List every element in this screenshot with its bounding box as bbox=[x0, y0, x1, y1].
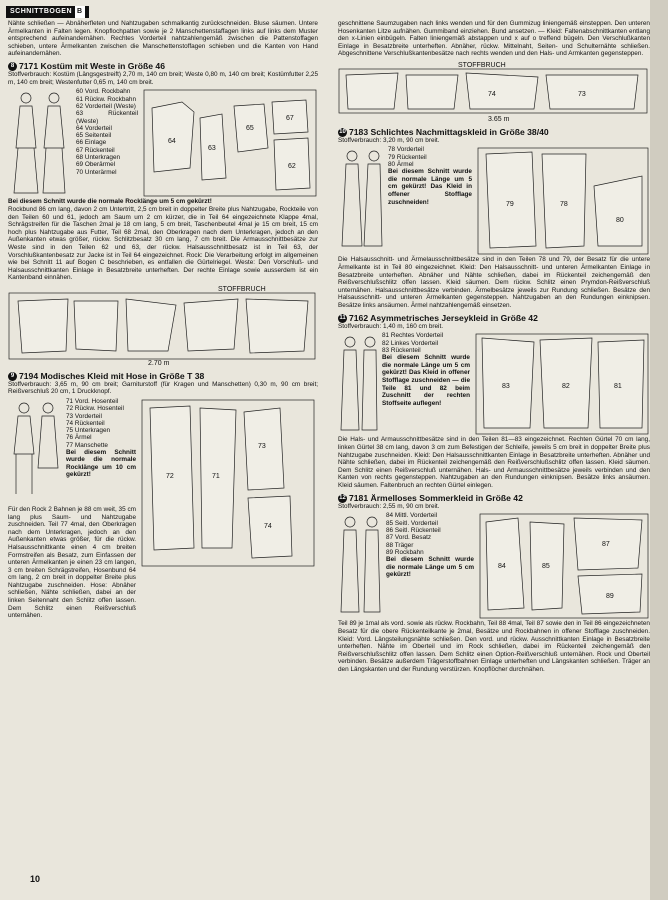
fashion-illustration bbox=[8, 398, 62, 498]
svg-text:83: 83 bbox=[502, 383, 510, 391]
fold-label: STOFFBRUCH bbox=[218, 285, 266, 293]
section-10 bbox=[338, 127, 650, 310]
consumption-text: Stoffverbrauch: 3,65 m, 90 cm breit; Garniturstoff (für Kragen und Manschetten) 0,30 m, 90 cm breit; Reißverschluß 20 cm, 1 Druckknopf. bbox=[8, 380, 318, 396]
svg-text:81: 81 bbox=[614, 383, 622, 391]
page-number: 10 bbox=[30, 874, 41, 884]
parts-list: 81 Rechtes Vorderteil 82 Linkes Vorderteil 83 Rückenteil bbox=[382, 332, 444, 354]
consumption-text: Stoffverbrauch: 3,20 m, 90 cm breit. bbox=[338, 136, 440, 144]
section-title: 7181 Ärmelloses Sommerkleid in Größe 42 bbox=[349, 492, 523, 503]
svg-text:71: 71 bbox=[212, 472, 220, 480]
section-number: 8 bbox=[8, 62, 17, 71]
svg-text:80: 80 bbox=[616, 217, 624, 225]
section-number: 12 bbox=[339, 494, 346, 501]
fashion-illustration bbox=[338, 332, 378, 436]
note-text: Bei diesem Schnitt wurde die normale Länge um 5 cm gekürzt! bbox=[386, 556, 474, 579]
pattern-diagram bbox=[140, 398, 316, 568]
pattern-layout-1 bbox=[8, 285, 318, 365]
svg-text:72: 72 bbox=[166, 472, 174, 480]
svg-text:62: 62 bbox=[288, 163, 296, 171]
svg-text:85: 85 bbox=[542, 563, 550, 571]
svg-text:87: 87 bbox=[602, 541, 610, 549]
width-label: 3,65 m bbox=[488, 115, 510, 121]
intro-paragraph: Nähte schließen — Abnäherfleten und Nahtzugaben schmalkantig zurückschneiden. Bluse säumen. Untere Ärmelkanten in Falten legen. Knopflochpatten sowie je 2 Manschettenstaffagen links auf links dem Muster entsprechend aufeinandernähen. Rechtes Vorderteil nahtzahlengemäß zwischen die Pattenstoffagen schieben, untere Ärmelkanten zwischen die Manschettenstoffagen schieben und die Kanten von Hand aufeinandernähen. bbox=[8, 20, 318, 58]
pattern-layout-2 bbox=[338, 61, 650, 121]
body-text: Rockbund 86 cm lang, davon 2 cm Untertritt, 2,5 cm breit in doppelter Breite plus Nahtzugabe, Rockteile von den Teilen 60 und 61, jedoch am Saum um 2 cm kürzer, die in Teil 64 eingezeichnete Klappe 4mal, Schrägstreifen für die Taschen 2mal je 18 cm lang, 5 cm breit, Taschenbeutel 4mal je 15 cm breit, 15 cm hoch plus Nahtzugabe aus Futter, Teil 68 2mal, den Oberkragen nach dem Unterkragen, jedoch an den Außenkanten etwas größer, rückw. Schlitzbesatz 30 cm lang, 7 cm breit. Die Armausschnittbesätze zur Weste sind in den Teilen 62 und 63, der rückw. Halsausschnittbesatz ist in Teil 63, der Vorschlußkantenbesatz zur Jacke ist in Teil 64 eingezeichnet. Rock: Die Verarbeitung erfolgt im allgemeinen wie bei Schnitt 11 auf Bogen C beschrieben, es entfallen die Gürtelriegel. Weste: Den Vorschluß- und Halsausschnittkanten Einlage in Besatzbreite unterheften. Der rechte Einlage sowie ausserdem ist ein Kantenband einnähen. bbox=[8, 205, 318, 282]
pattern-diagram bbox=[142, 88, 318, 198]
svg-text:63: 63 bbox=[208, 145, 216, 153]
pattern-diagram bbox=[478, 512, 650, 620]
section-number: 10 bbox=[339, 128, 346, 135]
adjacent-page-edge bbox=[650, 0, 668, 900]
svg-text:79: 79 bbox=[506, 201, 514, 209]
parts-list: 71 Vord. Hosenteil 72 Rückw. Hosenteil 73 Vorderteil 74 Rückenteil 75 Unterkragen 76 Ärmel 77 Manschette Bei diesem Schnitt wurde die normale Rocklänge um 10 cm gekürzt! bbox=[66, 397, 136, 478]
section-12 bbox=[338, 493, 650, 674]
svg-text:73: 73 bbox=[258, 442, 266, 450]
right-column bbox=[338, 20, 650, 674]
svg-text:74: 74 bbox=[488, 90, 496, 98]
consumption-text: Stoffverbrauch: Kostüm (Längsgestreift) 2,70 m, 140 cm breit; Weste 0,80 m, 140 cm breit; Kostümfutter 2,25 m, 140 cm breit; Westenfutter 0,65 m, 140 cm breit. bbox=[8, 71, 318, 86]
fashion-illustration bbox=[338, 146, 384, 256]
section-8 bbox=[8, 61, 318, 282]
consumption-text: Stoffverbrauch: 1,40 m, 160 cm breit. bbox=[338, 322, 444, 330]
note-text: Bei diesem Schnitt wurde die normale Länge um 5 cm gekürzt! Das Kleid in offener Stofflage zuschneiden! bbox=[388, 168, 472, 206]
svg-text:84: 84 bbox=[498, 563, 506, 571]
svg-text:89: 89 bbox=[606, 593, 614, 601]
body-text: Die Halsausschnitt- und Ärmelausschnittbesätze sind in den Teilen 78 und 79, der Besatz für die untere Ärmelkante ist in Teil 80 eingezeichnet. Kleid: Den Halsausschnitt- und unteren Ärmelkanten Einlage in Besatzbreite unterheften. Abnäher und Nähte schließen, dabei im Rückenteil zeichengemäß den Reißverschlußschlitz offen lassen. Kleid säumen. Dem rückw. Schlitz einen Prymdon-Reißverschluß unternähen. Halsausschnittbesätze verbinden. Ärmelbesätze jeweils zur Rundung schließen. Besätze den Halsausschnitt- und unteren Ärmelkanten gegensteppen. Nahtzugaben an den Rundungen einknipsen. Besätze links ansäumen. Ärmel nahtzahlengemäß einsetzen. bbox=[338, 256, 650, 309]
consumption-text: Stoffverbrauch: 2,55 m, 90 cm breit. bbox=[338, 502, 440, 510]
section-title: 7171 Kostüm mit Weste in Größe 46 bbox=[19, 60, 165, 71]
svg-text:82: 82 bbox=[562, 383, 570, 391]
section-number: 11 bbox=[339, 314, 346, 321]
parts-list: 78 Vorderteil 79 Rückenteil 80 Ärmel bbox=[388, 146, 427, 168]
width-label: 2,70 m bbox=[148, 359, 170, 365]
section-number: 9 bbox=[8, 372, 17, 381]
parts-list: 84 Mittl. Vorderteil 85 Seitl. Vorderteil 86 Seitl. Rückenteil 87 Vord. Besatz 88 Träger 89 Rockbahn bbox=[386, 512, 441, 556]
section-title: 7194 Modisches Kleid mit Hose in Größe T 38 bbox=[19, 370, 205, 381]
svg-text:73: 73 bbox=[578, 90, 586, 98]
section-title: 7162 Asymmetrisches Jerseykleid in Größe 42 bbox=[349, 312, 538, 323]
parts-list: 60 Vord. Rockbahn 61 Rückw. Rockbahn 62 Vorderteil (Weste) 63 Rückenteil (Weste) 64 Vorderteil 65 Seitenteil 66 Einlage 67 Rückenteil 68 Unterkragen 69 Oberärmel 70 Unterärmel bbox=[76, 88, 138, 176]
note-text: Bei diesem Schnitt wurde die normale Rocklänge um 5 cm gekürzt! bbox=[8, 198, 212, 206]
pattern-diagram bbox=[474, 332, 650, 436]
svg-text:74: 74 bbox=[264, 522, 272, 530]
section-11 bbox=[338, 313, 650, 490]
body-text: Die Hals- und Armausschnittbesätze sind in den Teilen 81—83 eingezeichnet. Rechten Gürtel 70 cm lang, linken Gürtel 38 cm lang, davon 3 cm zum Befestigen der Schleife, jeweils 5 cm breit in doppelter Breite plus Nahtzugabe zuschneiden. Kleid: Den Halsausschnittkanten Einlage in Besatzbreite unterheften. Abnäher und Nähte schließen, dabei im Rückenteil zeichengemäß den Reißverschlußschlitz offen lassen. Kleid säumen. Dem Schlitz einen Reißverschluß unternähen. Hals- und Armausschnittbesätze jeweils verbinden und den Kanten von rechts gegensteppen. Nahtzugaben an den Rundungen einknipsen. Besätze links ansäumen. Kleid säumen. Faltenbruch an rechten Gürtel einlegen. bbox=[338, 436, 650, 489]
svg-text:64: 64 bbox=[168, 138, 176, 146]
section-tab: SCHNITTBOGEN B bbox=[6, 6, 89, 18]
svg-text:78: 78 bbox=[560, 201, 568, 209]
note-text: Bei diesem Schnitt wurde die normale Länge um 5 cm gekürzt! Das Kleid in offener Stofflage zuschneiden — die Teile 81 und 82 beim Zuschnitt der rechten Stoffseite auflegen! bbox=[382, 354, 470, 407]
intro-paragraph: geschnittene Saumzugaben nach links wenden und für den Gummizug liniengemäß einsteppen. Den unteren Hosenkanten Litze aufnähen. Gummiband einziehen. Bund ansetzen. — Kleid: Faltenabschnittkanten entlang den x-Linien einbügeln. Falten liniengemäß abstappen und x auf o treffend bügeln. Den Verschlußkanten Einlage in Besatzbreite unterheften. Abnäher, rückw. Mittelnaht, Seiten- und Schulternähte schließen. Abgeschnittene Verschlußkantenbesätze nach rechts wenden und den Hals- und Armkanten gegensteppen. bbox=[338, 20, 650, 58]
fashion-illustration bbox=[338, 512, 382, 620]
body-text: Teil 89 je 1mal als vord. sowie als rückw. Rockbahn, Teil 88 4mal, Teil 87 sowie den in Teil 86 eingezeichneten Besatz für die obere Rückenteilkante je 2mal, Besätze und Rockbahnen in offener Stofflage zuschneiden. Kleid: Vord. Längsteilungsnähte schließen. Den vord. und rückw. Ausschnittkanten Einlage in Besatzbreite unterheften. Nähte im Oberteil und im Rock schließen, dabei im Rückenteil zeichengemäß den Reißverschlußschlitz offen lassen. Dem Schlitz einen Option-Reißverschluß unternähen. Rock und Oberteil verbinden. Besätze außerdem Trägerstoffbahnen Einlage unterheften und Längskanten schließen. Träger an den Längskanten und der Rundung verstürzen. Knopflöcher durchnähen. bbox=[338, 620, 650, 673]
section-title: 7183 Schlichtes Nachmittagskleid in Größe 38/40 bbox=[349, 126, 549, 137]
fashion-illustration bbox=[8, 88, 72, 198]
svg-text:67: 67 bbox=[286, 115, 294, 123]
left-column bbox=[8, 20, 318, 620]
pattern-diagram bbox=[476, 146, 650, 256]
fold-label: STOFFBRUCH bbox=[458, 61, 506, 69]
svg-text:65: 65 bbox=[246, 125, 254, 133]
section-9 bbox=[8, 371, 318, 620]
body-text: Für den Rock 2 Bahnen je 88 cm weit, 35 cm lang plus Saum- und Nahtzugabe zuschneiden. Teil 77 4mal, den Oberkragen nach dem Unterkragen, jedoch an den Außenkanten etwas größer, für die rückw. Halsausschnittkante einen 4 cm breiten Formstreifen als Besatz, zum Einfassen der unteren Ärmelkanten je einen 23 cm langen, 3 cm breiten Schrägstreifen, Hosenbund 64 cm lang, 2 cm breit in doppelter Breite plus Nahtzugabe zuschneiden. Hose: Abnäher schließen, Nähte schließen, dabei an der linken Seitennaht den Schlitz offen lassen. Dem Schlitz einen Reißverschluß unternähen. bbox=[8, 505, 136, 620]
